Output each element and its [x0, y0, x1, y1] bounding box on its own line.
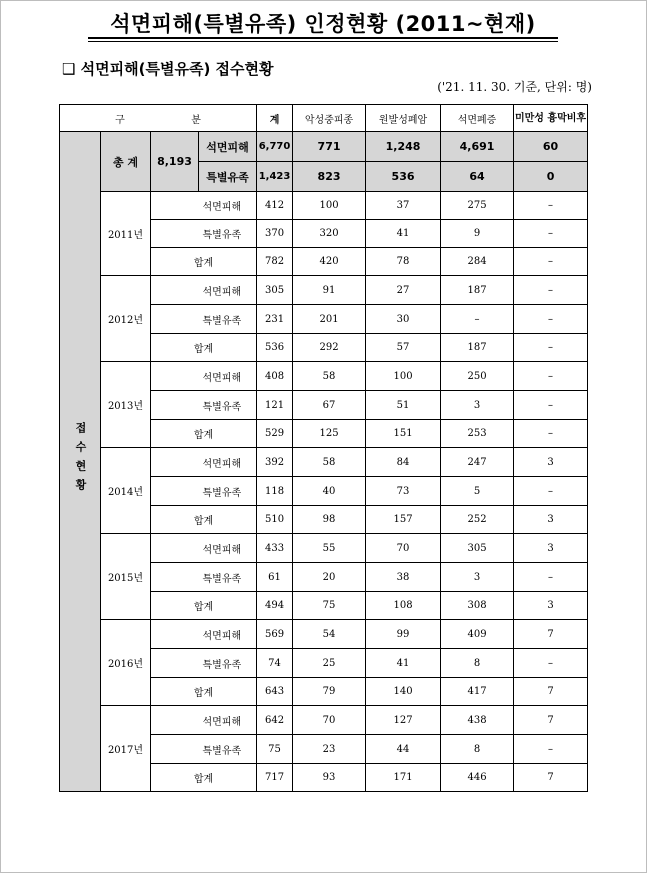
value-cell: 27	[366, 276, 441, 305]
side-label-cell	[60, 132, 101, 792]
value-cell: 140	[366, 678, 441, 706]
row-total: 408	[257, 362, 293, 391]
row-total: 392	[257, 448, 293, 477]
header-total: 계	[257, 105, 293, 132]
type-label: 특별유족	[199, 391, 257, 420]
value-cell: 73	[366, 477, 441, 506]
table-row	[60, 448, 588, 477]
type-spacer	[151, 305, 199, 334]
value-cell: 417	[441, 678, 514, 706]
value-cell: 3	[441, 391, 514, 420]
year-label: 2015년	[101, 534, 151, 620]
value-cell: 171	[366, 764, 441, 792]
value-cell: 55	[293, 534, 366, 563]
value-cell: 54	[293, 620, 366, 649]
value-cell: 275	[441, 192, 514, 220]
value-cell: 57	[366, 334, 441, 362]
value-cell: –	[514, 305, 588, 334]
year-label: 2016년	[101, 620, 151, 706]
value-cell: 125	[293, 420, 366, 448]
row-total: 536	[257, 334, 293, 362]
subtotal-label: 합계	[151, 764, 257, 792]
summary-type: 석면피해	[199, 132, 257, 162]
value-cell: 20	[293, 563, 366, 592]
header-col3: 석면폐증	[441, 105, 514, 132]
type-spacer	[151, 391, 199, 420]
type-spacer	[151, 448, 199, 477]
value-cell: –	[514, 649, 588, 678]
value-cell: 3	[514, 448, 588, 477]
value-cell: 127	[366, 706, 441, 735]
value-cell: 37	[366, 192, 441, 220]
summary-type: 특별유족	[199, 162, 257, 192]
value-cell: 250	[441, 362, 514, 391]
value-cell: 41	[366, 649, 441, 678]
table-row	[60, 534, 588, 563]
value-cell: 7	[514, 764, 588, 792]
type-label: 석면피해	[199, 192, 257, 220]
header-category	[60, 105, 257, 132]
type-spacer	[151, 620, 199, 649]
value-cell: 308	[441, 592, 514, 620]
summary-label: 총 계	[101, 132, 151, 192]
value-cell: 3	[514, 592, 588, 620]
subtotal-label: 합계	[151, 506, 257, 534]
summary-cell: 1,248	[366, 132, 441, 162]
value-cell: 420	[293, 248, 366, 276]
value-cell: 93	[293, 764, 366, 792]
row-total: 642	[257, 706, 293, 735]
row-total: 118	[257, 477, 293, 506]
type-label: 석면피해	[199, 362, 257, 391]
document-title: 석면피해(특별유족) 인정현황 (2011~현재)	[110, 12, 536, 36]
type-spacer	[151, 477, 199, 506]
value-cell: 201	[293, 305, 366, 334]
value-cell: –	[514, 362, 588, 391]
value-cell: 41	[366, 220, 441, 248]
value-cell: 9	[441, 220, 514, 248]
value-cell: 3	[441, 563, 514, 592]
value-cell: –	[514, 477, 588, 506]
table-row	[60, 620, 588, 649]
value-cell: 5	[441, 477, 514, 506]
value-cell: 58	[293, 362, 366, 391]
value-cell: –	[441, 305, 514, 334]
summary-row	[60, 132, 588, 162]
value-cell: 8	[441, 649, 514, 678]
value-cell: –	[514, 563, 588, 592]
subtotal-label: 합계	[151, 420, 257, 448]
value-cell: 446	[441, 764, 514, 792]
summary-total: 1,423	[257, 162, 293, 192]
table-row	[60, 276, 588, 305]
value-cell: –	[514, 391, 588, 420]
type-label: 특별유족	[199, 735, 257, 764]
type-spacer	[151, 706, 199, 735]
value-cell: 51	[366, 391, 441, 420]
row-total: 569	[257, 620, 293, 649]
table-header-row	[60, 105, 588, 132]
value-cell: 78	[366, 248, 441, 276]
row-total: 75	[257, 735, 293, 764]
value-cell: 75	[293, 592, 366, 620]
type-label: 특별유족	[199, 563, 257, 592]
title-underline	[88, 37, 558, 39]
value-cell: 3	[514, 506, 588, 534]
type-label: 석면피해	[199, 534, 257, 563]
value-cell: 292	[293, 334, 366, 362]
summary-cell: 823	[293, 162, 366, 192]
type-label: 석면피해	[199, 620, 257, 649]
subtotal-label: 합계	[151, 592, 257, 620]
row-total: 510	[257, 506, 293, 534]
value-cell: 320	[293, 220, 366, 248]
value-cell: 99	[366, 620, 441, 649]
type-label: 특별유족	[199, 649, 257, 678]
row-total: 643	[257, 678, 293, 706]
summary-grand-total: 8,193	[151, 132, 199, 192]
value-cell: 70	[366, 534, 441, 563]
section-subtitle: ❑ 석면피해(특별유족) 접수현황	[62, 60, 274, 78]
title-underline-thin	[88, 41, 558, 42]
value-cell: 30	[366, 305, 441, 334]
type-spacer	[151, 534, 199, 563]
summary-cell: 536	[366, 162, 441, 192]
table-row	[60, 362, 588, 391]
summary-cell: 771	[293, 132, 366, 162]
value-cell: 67	[293, 391, 366, 420]
value-cell: 25	[293, 649, 366, 678]
header-category-b: 분	[191, 114, 201, 126]
type-spacer	[151, 276, 199, 305]
summary-cell: 64	[441, 162, 514, 192]
type-label: 석면피해	[199, 448, 257, 477]
type-label: 특별유족	[199, 305, 257, 334]
type-spacer	[151, 649, 199, 678]
row-total: 231	[257, 305, 293, 334]
value-cell: 23	[293, 735, 366, 764]
value-cell: –	[514, 334, 588, 362]
summary-cell: 60	[514, 132, 588, 162]
type-spacer	[151, 362, 199, 391]
year-label: 2012년	[101, 276, 151, 362]
row-total: 433	[257, 534, 293, 563]
type-label: 특별유족	[199, 477, 257, 506]
value-cell: 305	[441, 534, 514, 563]
value-cell: 187	[441, 276, 514, 305]
value-cell: –	[514, 735, 588, 764]
row-total: 717	[257, 764, 293, 792]
year-label: 2014년	[101, 448, 151, 534]
table-row	[60, 192, 588, 220]
value-cell: 108	[366, 592, 441, 620]
value-cell: 38	[366, 563, 441, 592]
value-cell: 284	[441, 248, 514, 276]
row-total: 74	[257, 649, 293, 678]
value-cell: 44	[366, 735, 441, 764]
value-cell: 84	[366, 448, 441, 477]
value-cell: 187	[441, 334, 514, 362]
header-col2: 원발성폐암	[366, 105, 441, 132]
value-cell: 151	[366, 420, 441, 448]
value-cell: 7	[514, 620, 588, 649]
subtotal-label: 합계	[151, 248, 257, 276]
value-cell: –	[514, 420, 588, 448]
row-total: 412	[257, 192, 293, 220]
row-total: 61	[257, 563, 293, 592]
value-cell: 58	[293, 448, 366, 477]
row-total: 494	[257, 592, 293, 620]
header-col1: 악성중피종	[293, 105, 366, 132]
value-cell: 247	[441, 448, 514, 477]
row-total: 370	[257, 220, 293, 248]
header-category-a: 구	[115, 114, 125, 126]
value-cell: 3	[514, 534, 588, 563]
subtotal-label: 합계	[151, 678, 257, 706]
value-cell: –	[514, 220, 588, 248]
summary-cell: 4,691	[441, 132, 514, 162]
value-cell: 70	[293, 706, 366, 735]
row-total: 782	[257, 248, 293, 276]
value-cell: 409	[441, 620, 514, 649]
value-cell: –	[514, 248, 588, 276]
value-cell: 253	[441, 420, 514, 448]
value-cell: 7	[514, 678, 588, 706]
year-label: 2011년	[101, 192, 151, 276]
reference-note: ('21. 11. 30. 기준, 단위: 명)	[437, 80, 592, 94]
type-spacer	[151, 563, 199, 592]
value-cell: 40	[293, 477, 366, 506]
type-label: 석면피해	[199, 276, 257, 305]
header-col4: 미만성 흉막비후	[514, 105, 588, 132]
value-cell: 100	[293, 192, 366, 220]
side-label: 접수현황	[74, 422, 87, 498]
value-cell: 7	[514, 706, 588, 735]
value-cell: –	[514, 276, 588, 305]
value-cell: 438	[441, 706, 514, 735]
type-label: 석면피해	[199, 706, 257, 735]
summary-total: 6,770	[257, 132, 293, 162]
type-spacer	[151, 220, 199, 248]
row-total: 529	[257, 420, 293, 448]
value-cell: 8	[441, 735, 514, 764]
value-cell: –	[514, 192, 588, 220]
reception-status-table	[59, 104, 588, 792]
table-row	[60, 706, 588, 735]
year-label: 2013년	[101, 362, 151, 448]
row-total: 305	[257, 276, 293, 305]
year-label: 2017년	[101, 706, 151, 792]
value-cell: 252	[441, 506, 514, 534]
summary-cell: 0	[514, 162, 588, 192]
value-cell: 157	[366, 506, 441, 534]
type-label: 특별유족	[199, 220, 257, 248]
type-spacer	[151, 735, 199, 764]
value-cell: 79	[293, 678, 366, 706]
value-cell: 100	[366, 362, 441, 391]
row-total: 121	[257, 391, 293, 420]
subtotal-label: 합계	[151, 334, 257, 362]
value-cell: 98	[293, 506, 366, 534]
type-spacer	[151, 192, 199, 220]
value-cell: 91	[293, 276, 366, 305]
